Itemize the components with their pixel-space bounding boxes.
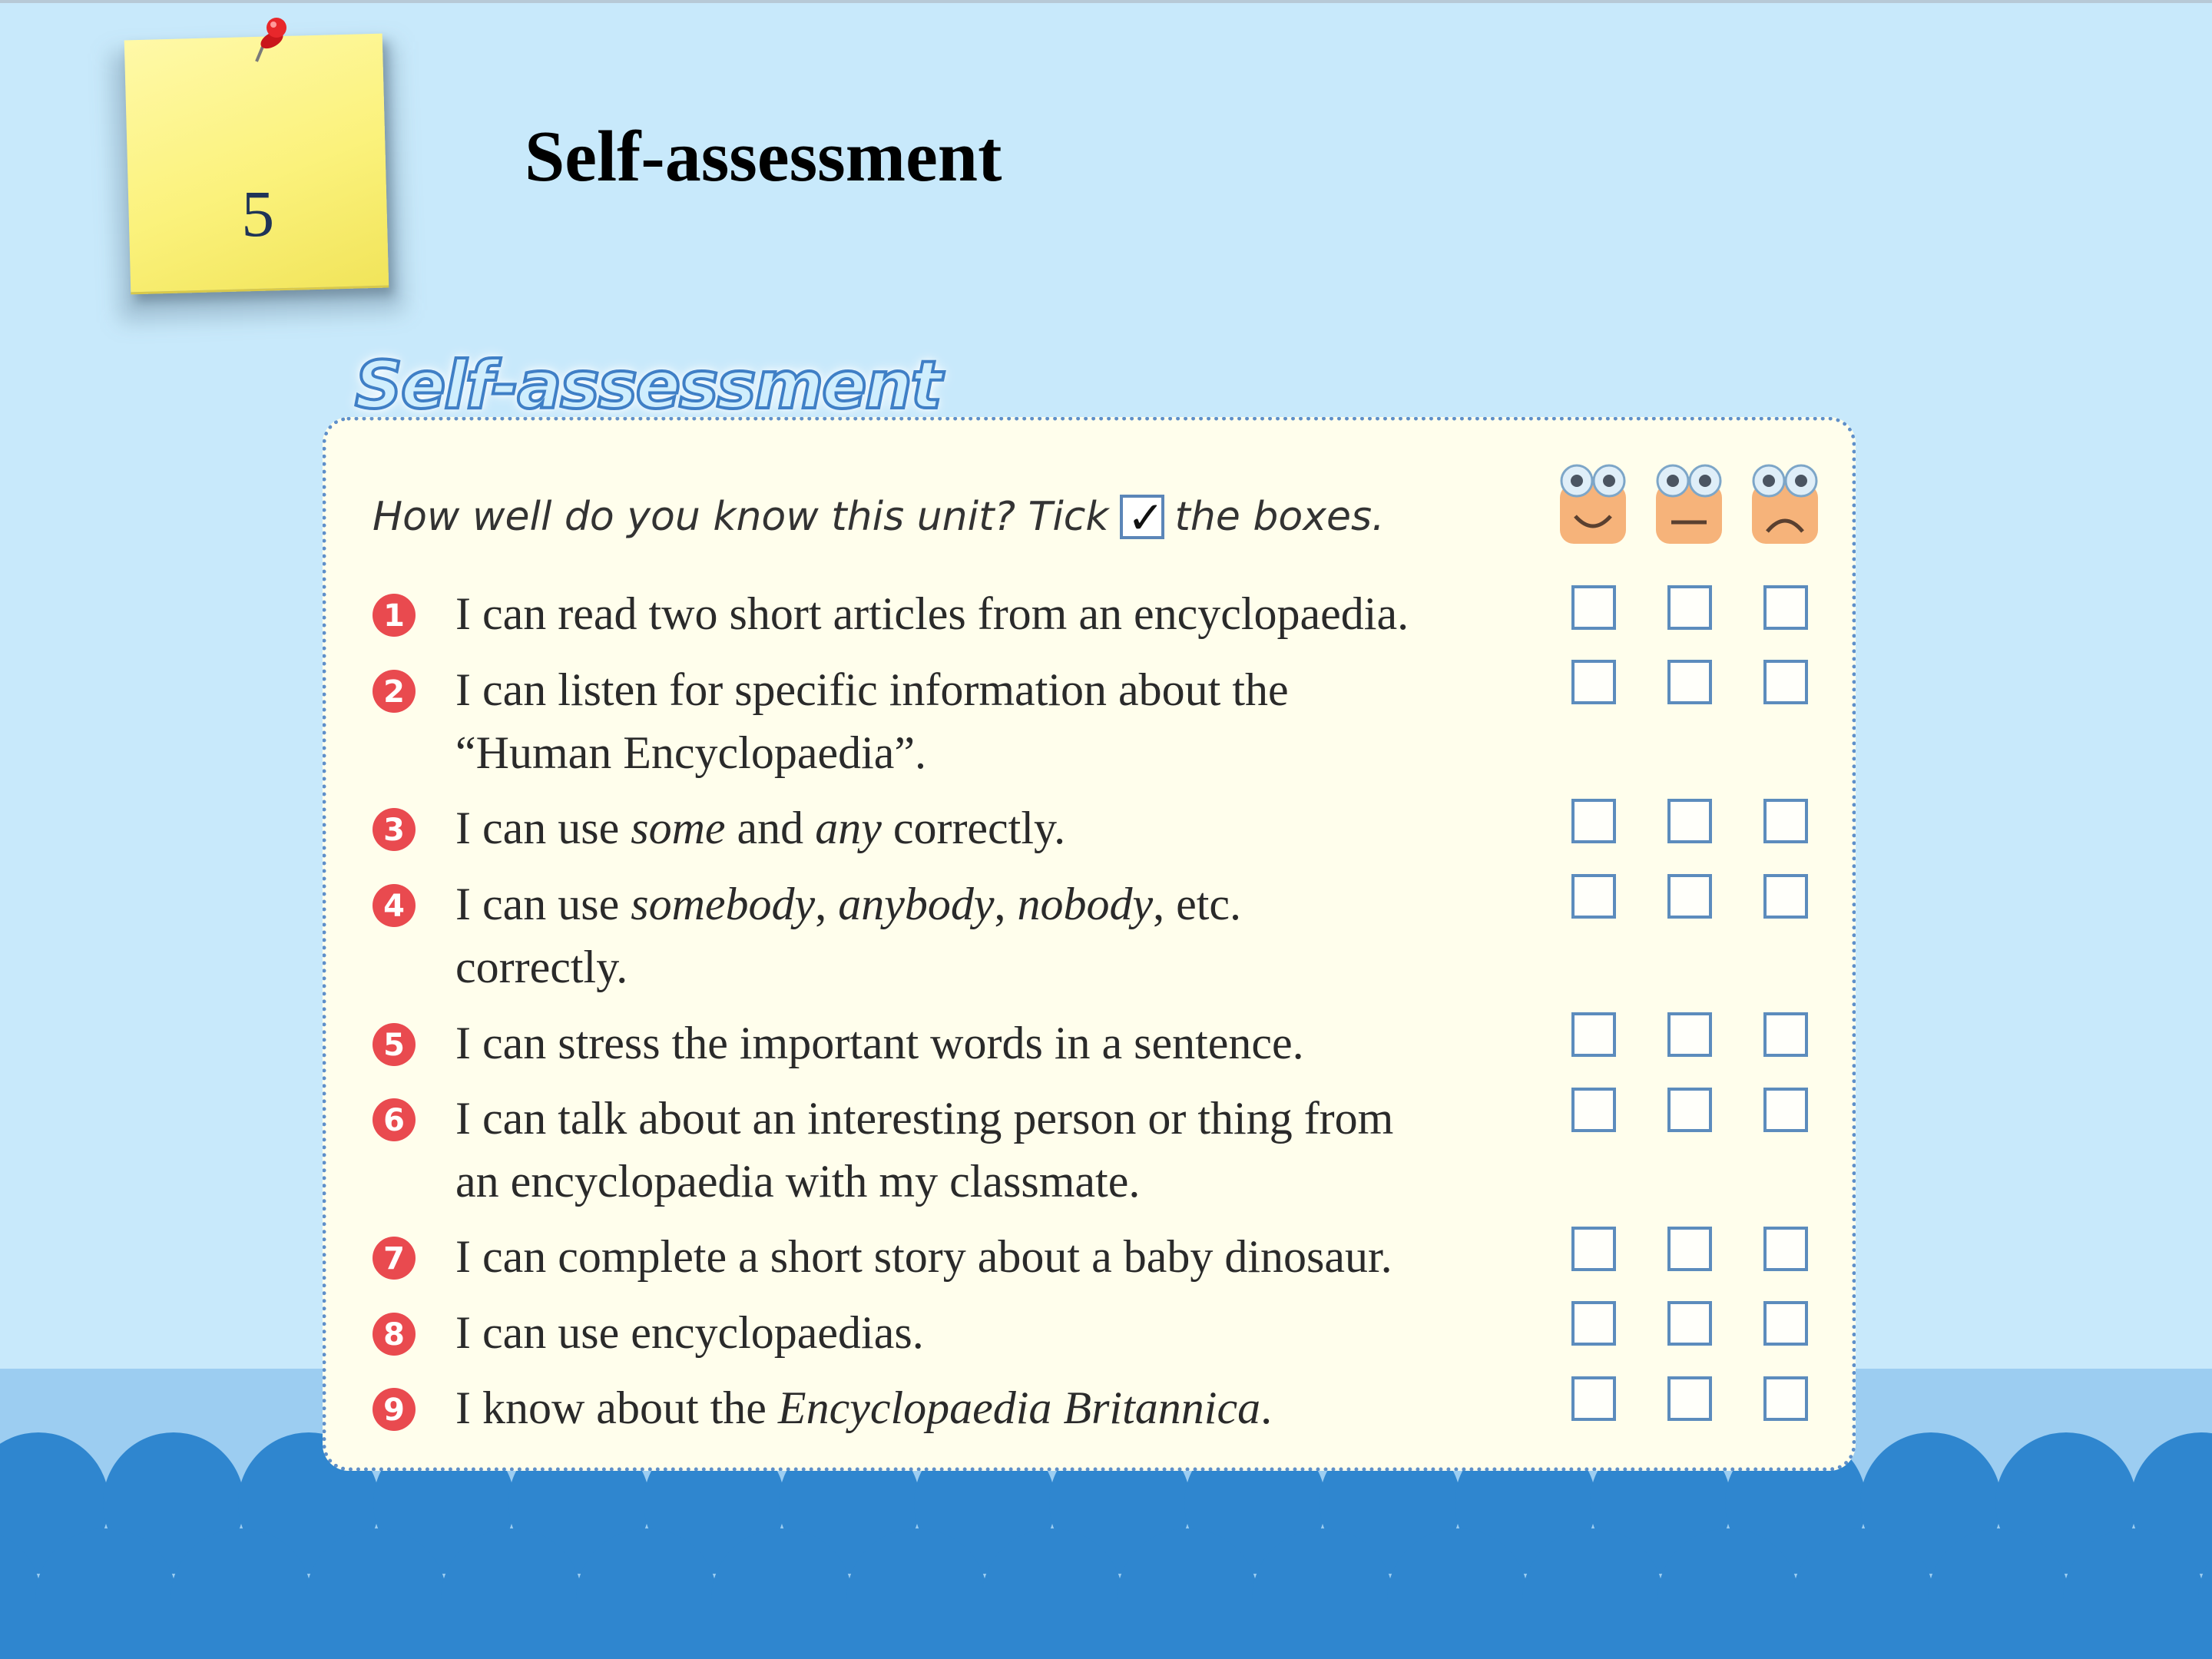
checkbox-poor[interactable] xyxy=(1763,799,1808,843)
happy-face-icon xyxy=(1555,461,1631,547)
checkbox-poor[interactable] xyxy=(1763,1376,1808,1421)
item-line: I can use encyclopaedias. xyxy=(455,1307,924,1358)
checkbox-poor[interactable] xyxy=(1763,1088,1808,1132)
item-line: I can listen for specific information about the xyxy=(455,664,1289,715)
italic-term: somebody xyxy=(631,879,816,929)
item-line xyxy=(455,873,1561,935)
checkbox-ok[interactable] xyxy=(1667,585,1712,630)
text-run: I can use xyxy=(455,803,631,853)
italic-term: anybody xyxy=(838,879,995,929)
italic-term: some xyxy=(631,803,726,853)
push-pin-icon xyxy=(247,14,293,75)
text-run: I can use xyxy=(455,879,631,929)
item-number-badge: 4 xyxy=(373,884,416,927)
instruction-text-after: the boxes. xyxy=(1174,494,1385,540)
checkbox-good[interactable] xyxy=(1571,1376,1616,1421)
wave-base xyxy=(0,1599,2212,1659)
slide-number: 5 xyxy=(241,176,275,250)
item-number-badge: 8 xyxy=(373,1313,416,1356)
checkbox-good[interactable] xyxy=(1571,799,1616,843)
item-text xyxy=(455,1225,1561,1288)
text-run: correctly. xyxy=(881,803,1066,853)
item-number-badge: 9 xyxy=(373,1388,416,1431)
checkbox-good[interactable] xyxy=(1571,585,1616,630)
item-line: correctly. xyxy=(455,942,628,992)
item-text xyxy=(455,582,1561,645)
sad-face-icon xyxy=(1747,461,1823,547)
checkbox-ok[interactable] xyxy=(1667,1376,1712,1421)
checkbox-poor[interactable] xyxy=(1763,1301,1808,1346)
text-run: , xyxy=(994,879,1018,929)
checkbox-good[interactable] xyxy=(1571,874,1616,919)
italic-term: any xyxy=(815,803,882,853)
instruction-text-before: How well do you know this unit? Tick xyxy=(373,494,1109,540)
item-text xyxy=(455,1301,1561,1364)
checkbox-poor[interactable] xyxy=(1763,660,1808,704)
slide-title: Self-assessment xyxy=(525,117,1002,197)
item-line xyxy=(455,796,1561,859)
checkbox-poor[interactable] xyxy=(1763,874,1808,919)
item-text xyxy=(455,1376,1561,1439)
item-line: I can stress the important words in a sentence. xyxy=(455,1018,1304,1068)
example-tick-box xyxy=(1120,492,1165,544)
checkbox-good[interactable] xyxy=(1571,1088,1616,1132)
checkbox-good[interactable] xyxy=(1571,1301,1616,1346)
top-border xyxy=(0,0,2212,3)
item-line: “Human Encyclopaedia”. xyxy=(455,727,927,778)
item-text xyxy=(455,1087,1561,1213)
item-number-badge: 3 xyxy=(373,808,416,851)
item-text xyxy=(455,658,1561,784)
item-text xyxy=(455,1012,1561,1075)
item-text xyxy=(455,873,1561,998)
checkbox-good[interactable] xyxy=(1571,1227,1616,1271)
text-run: . xyxy=(1260,1382,1273,1433)
item-line: I can read two short articles from an encyclopaedia. xyxy=(455,588,1409,639)
item-number-badge: 1 xyxy=(373,594,416,637)
item-number-badge: 7 xyxy=(373,1237,416,1280)
item-number-badge: 6 xyxy=(373,1098,416,1141)
italic-term: Encyclopaedia Britannica xyxy=(777,1382,1261,1433)
item-line: I can talk about an interesting person or thing from xyxy=(455,1093,1394,1144)
item-number-badge: 2 xyxy=(373,670,416,713)
checkbox-poor[interactable] xyxy=(1763,1227,1808,1271)
item-line xyxy=(455,1376,1561,1439)
item-text xyxy=(455,796,1561,859)
text-run: , etc. xyxy=(1153,879,1242,929)
italic-term: nobody xyxy=(1017,879,1154,929)
checkbox-ok[interactable] xyxy=(1667,1088,1712,1132)
item-line: I can complete a short story about a baby dinosaur. xyxy=(455,1231,1392,1282)
tick-mark-icon: ✓ xyxy=(1127,492,1165,544)
panel-heading: Self-assessment xyxy=(355,347,941,424)
text-run: I know about the xyxy=(455,1382,778,1433)
checkbox-good[interactable] xyxy=(1571,1012,1616,1057)
checkbox-ok[interactable] xyxy=(1667,1012,1712,1057)
checkbox-ok[interactable] xyxy=(1667,1227,1712,1271)
checkbox-poor[interactable] xyxy=(1763,585,1808,630)
checkbox-poor[interactable] xyxy=(1763,1012,1808,1057)
neutral-face-icon xyxy=(1651,461,1727,547)
checkbox-ok[interactable] xyxy=(1667,799,1712,843)
item-line: an encyclopaedia with my classmate. xyxy=(455,1156,1141,1207)
text-run: , xyxy=(815,879,839,929)
checkbox-good[interactable] xyxy=(1571,660,1616,704)
item-number-badge: 5 xyxy=(373,1023,416,1066)
text-run: and xyxy=(725,803,816,853)
checkbox-ok[interactable] xyxy=(1667,660,1712,704)
checkbox-ok[interactable] xyxy=(1667,874,1712,919)
checkbox-ok[interactable] xyxy=(1667,1301,1712,1346)
instruction xyxy=(373,492,1385,544)
